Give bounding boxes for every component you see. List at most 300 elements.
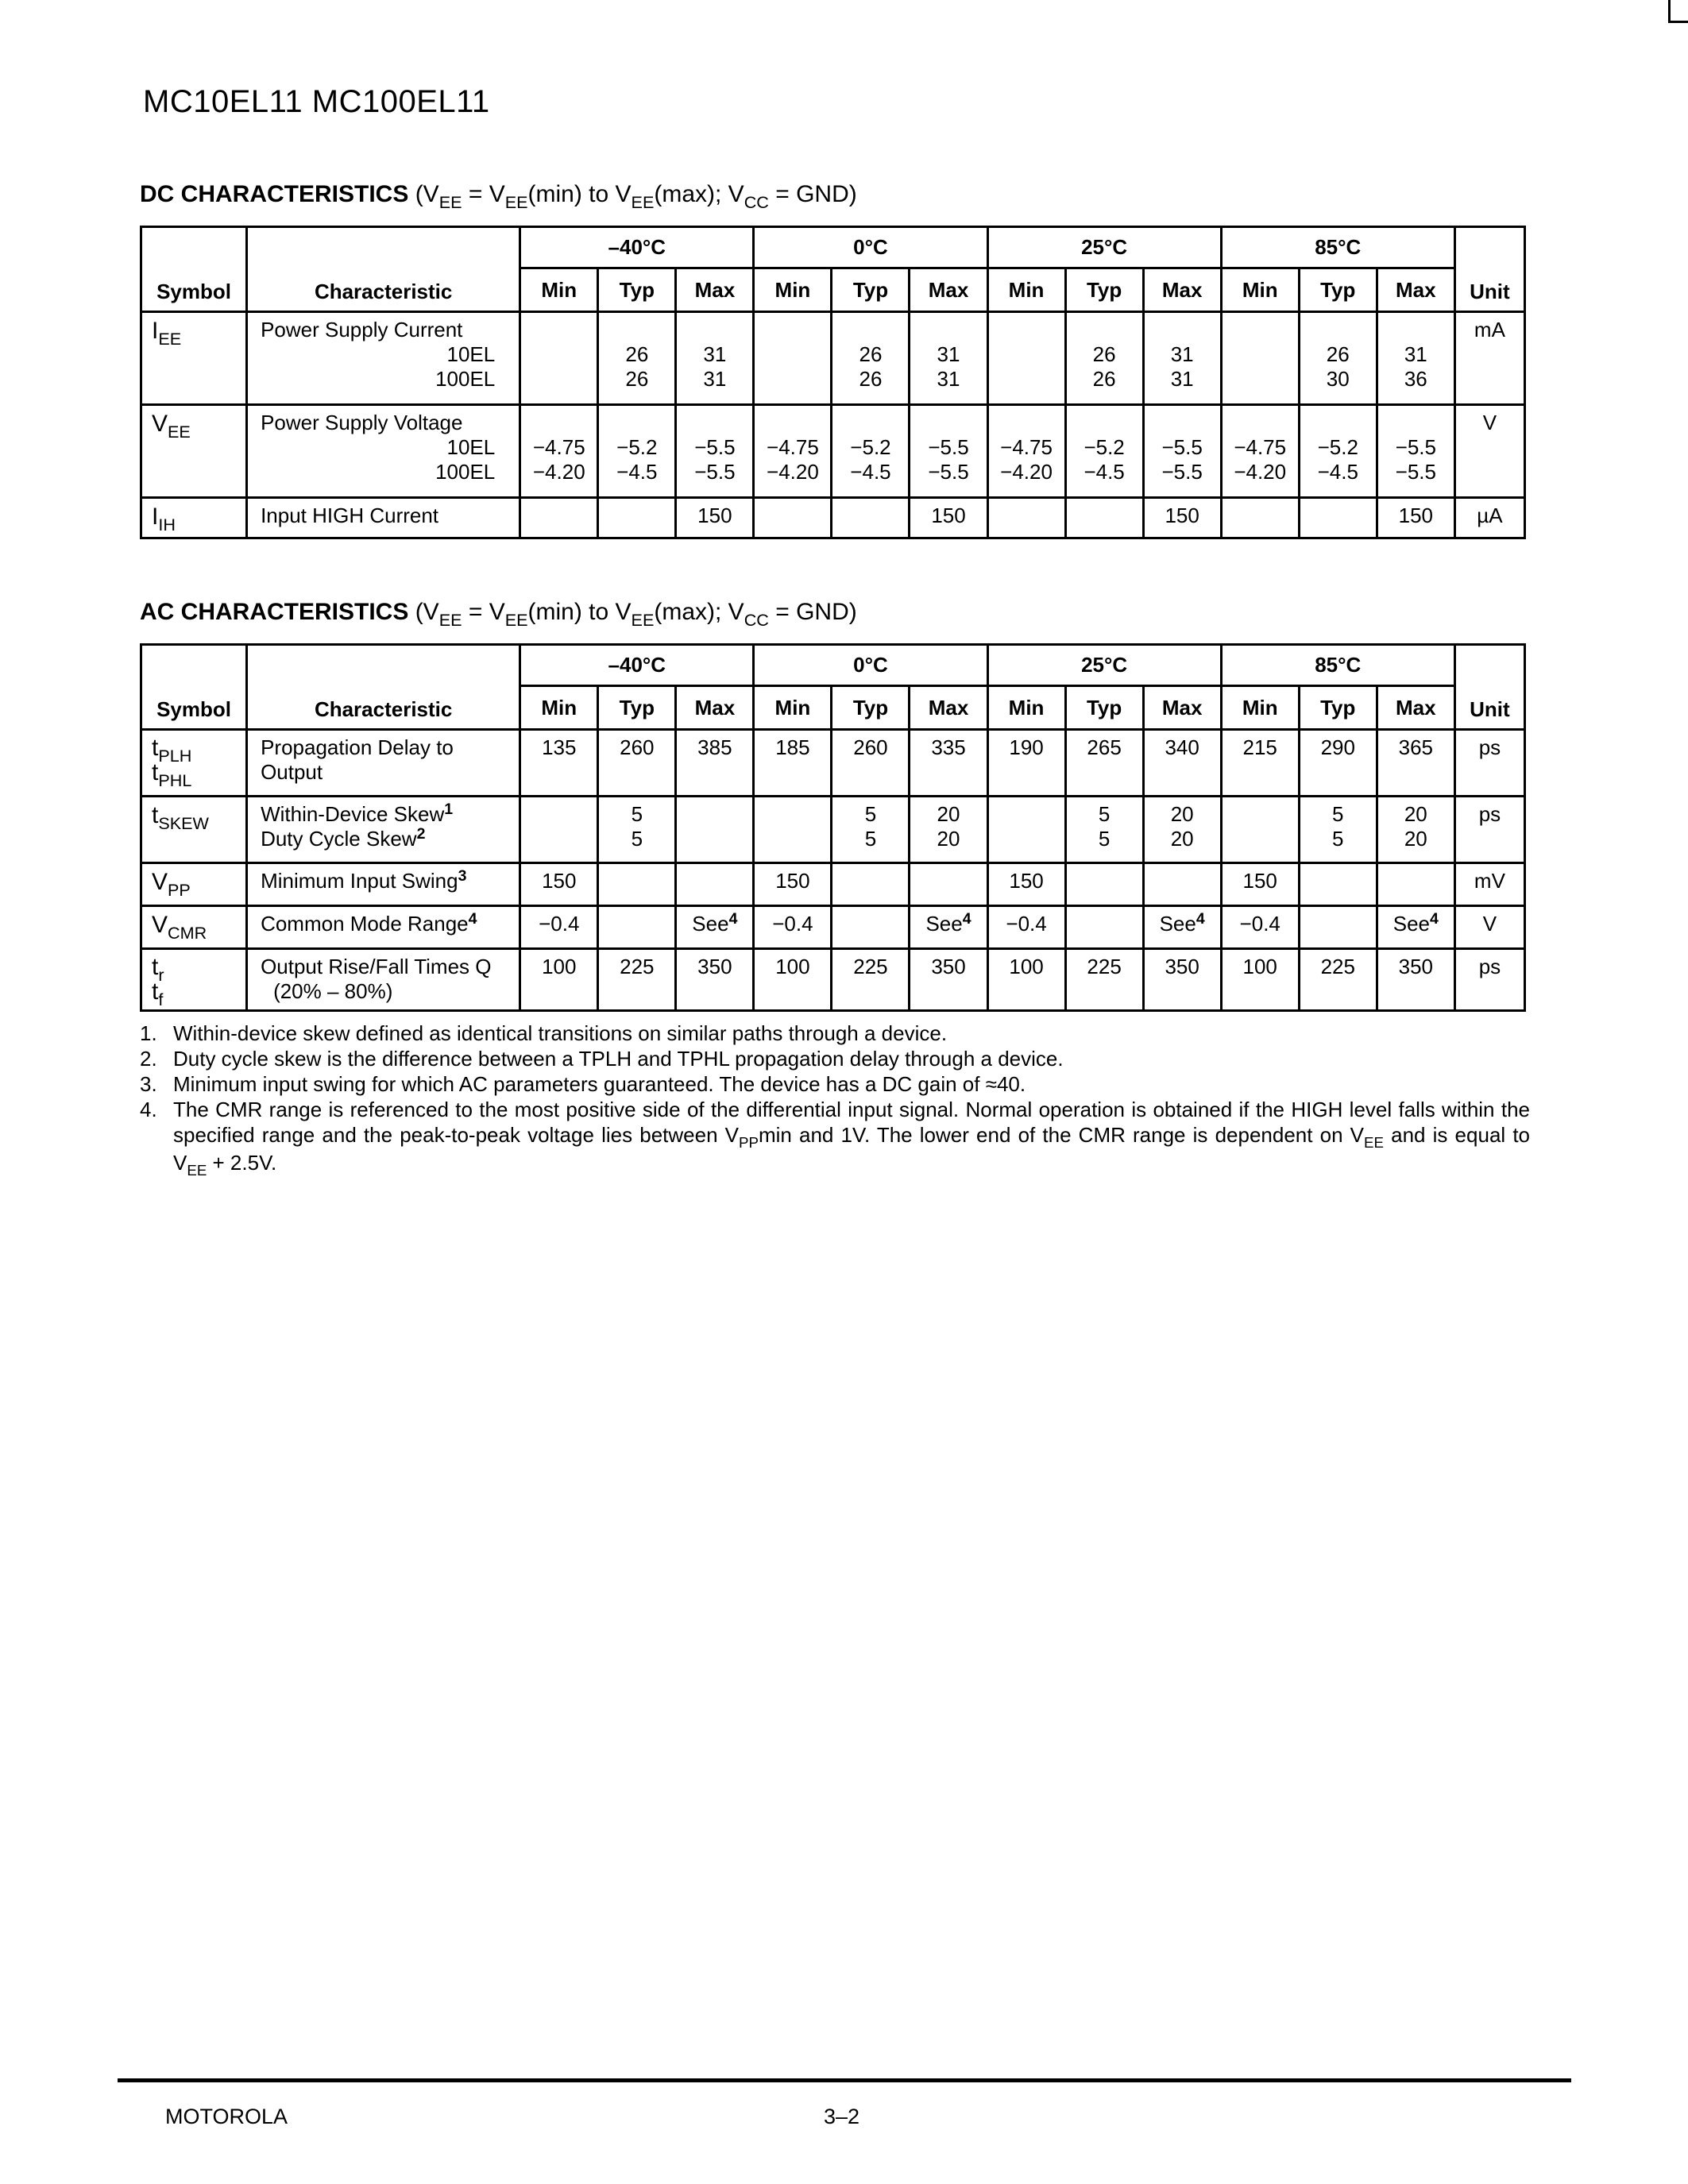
value-cell (1221, 498, 1299, 538)
value-cell: 100 (754, 949, 832, 1011)
value-line (1223, 802, 1298, 827)
value-cell (520, 405, 598, 498)
footnote-subscript: EE (187, 1162, 207, 1179)
value-cell (520, 312, 598, 405)
value-cell (1065, 906, 1143, 949)
symbol-letter: I (152, 504, 159, 530)
value-cell: −0.4 (520, 906, 598, 949)
dc-col-typ: Typ (1299, 268, 1377, 312)
value-line: 26 (1092, 367, 1116, 391)
symbol-cell (141, 863, 247, 906)
dc-row-iee (141, 312, 1525, 405)
footnote-text: and is equal to V (173, 1123, 1531, 1175)
value-cell (754, 797, 832, 863)
value-cell (1299, 405, 1377, 498)
value-line: 31 (1170, 367, 1194, 391)
value-line: 20 (1404, 827, 1427, 851)
value-cell: 150 (1143, 498, 1221, 538)
see-note-text: See (1159, 912, 1196, 936)
dc-cond-text: = GND) (768, 181, 857, 207)
ac-row-vpp (141, 863, 1525, 906)
value-line: 20 (937, 802, 960, 826)
characteristic-cell (247, 863, 520, 906)
symbol-letter: I (152, 318, 159, 344)
ac-col-characteristic: Characteristic (247, 645, 520, 730)
dc-cond-sub: CC (744, 192, 769, 213)
footer-brand: MOTOROLA (165, 2105, 288, 2128)
footnote-ref: 4 (468, 910, 477, 928)
value-line: 26 (625, 342, 649, 366)
value-cell (832, 797, 910, 863)
footnotes (140, 1021, 1530, 1178)
dc-title-bold: DC CHARACTERISTICS (140, 181, 409, 207)
dc-col-typ: Typ (1065, 268, 1143, 312)
value-cell (910, 863, 987, 906)
value-cell (676, 906, 754, 949)
characteristic-cell (247, 797, 520, 863)
value-cell (987, 312, 1065, 405)
characteristic-subline: 10EL (446, 435, 496, 459)
footnote-number: 2. (140, 1047, 157, 1071)
value-line (989, 342, 1064, 367)
ac-temp-header: –40°C (520, 645, 754, 686)
dc-col-max: Max (910, 268, 987, 312)
value-line: −4.20 (1234, 460, 1287, 484)
value-cell (1143, 797, 1221, 863)
see-note-text: See (1393, 912, 1431, 936)
see-note-text: See (925, 912, 963, 936)
dc-temp-header: 25°C (987, 227, 1221, 268)
ac-col-max: Max (910, 686, 987, 730)
unit-cell: V (1454, 405, 1524, 498)
value-line (755, 802, 830, 827)
footer-rule (118, 2078, 1571, 2082)
value-line (989, 827, 1064, 851)
value-cell (754, 498, 832, 538)
value-cell (987, 797, 1065, 863)
value-line: 5 (631, 802, 643, 826)
value-line: −4.5 (850, 460, 891, 484)
footnote-text: Minimum input swing for which AC parameters guaranteed. The device has a DC gain of ≈40. (173, 1072, 1026, 1096)
footnote-ref: 3 (458, 867, 467, 886)
value-cell (676, 797, 754, 863)
dc-col-min: Min (1221, 268, 1299, 312)
ac-title-bold: AC CHARACTERISTICS (140, 599, 409, 625)
dc-characteristics-table (140, 226, 1526, 539)
dc-row-vee (141, 405, 1525, 498)
characteristic-text: Output Rise/Fall Times Q (261, 955, 492, 978)
unit-cell: µA (1454, 498, 1524, 538)
value-line: −5.2 (616, 435, 658, 459)
characteristic-text: (20% – 80%) (273, 979, 393, 1003)
dc-col-typ: Typ (598, 268, 676, 312)
dc-col-characteristic: Characteristic (247, 227, 520, 312)
symbol-letter: t (152, 735, 159, 761)
value-cell: 350 (676, 949, 754, 1011)
symbol-subscript: EE (158, 329, 182, 349)
value-cell: 100 (987, 949, 1065, 1011)
value-cell: 150 (987, 863, 1065, 906)
value-cell (598, 797, 676, 863)
dc-col-max: Max (1143, 268, 1221, 312)
value-cell: 350 (910, 949, 987, 1011)
ac-row-skew (141, 797, 1525, 863)
footnote-number: 1. (140, 1021, 157, 1045)
symbol-letter: t (152, 759, 159, 785)
value-cell (832, 863, 910, 906)
value-line: 26 (859, 367, 883, 391)
dc-cond-sub: EE (504, 192, 528, 213)
symbol-subscript: IH (158, 515, 176, 535)
value-cell: −0.4 (987, 906, 1065, 949)
value-cell (598, 498, 676, 538)
dc-col-unit: Unit (1454, 227, 1524, 312)
value-line: 30 (1326, 367, 1350, 391)
value-cell (910, 405, 987, 498)
ac-characteristics-table (140, 643, 1526, 1012)
value-cell: 260 (832, 730, 910, 797)
symbol-letter: V (152, 869, 168, 895)
ac-temp-header: 25°C (987, 645, 1221, 686)
value-line: −4.75 (1234, 435, 1287, 459)
ac-cond-sub: EE (631, 610, 655, 631)
footnote-subscript: EE (1364, 1134, 1384, 1152)
value-line: 20 (937, 827, 960, 851)
dc-cond-text: (max); V (654, 181, 744, 207)
footnote-ref: 4 (728, 910, 738, 928)
value-cell (1377, 312, 1454, 405)
dc-col-min: Min (754, 268, 832, 312)
ac-col-min: Min (754, 686, 832, 730)
value-cell (910, 906, 987, 949)
ac-col-typ: Typ (1299, 686, 1377, 730)
value-line: 31 (1404, 342, 1427, 366)
value-cell (1221, 405, 1299, 498)
symbol-cell (141, 906, 247, 949)
value-cell (1143, 863, 1221, 906)
characteristic-cell (247, 949, 520, 1011)
ac-col-max: Max (676, 686, 754, 730)
symbol-letter: t (152, 954, 159, 980)
value-cell (676, 863, 754, 906)
value-line: 31 (937, 367, 960, 391)
value-line (521, 342, 597, 367)
ac-row-rise-fall (141, 949, 1525, 1011)
value-line: 26 (1326, 342, 1350, 366)
footnote-ref: 4 (962, 910, 971, 928)
value-line: −4.20 (1000, 460, 1053, 484)
ac-cond-text: (max); V (654, 599, 744, 625)
value-cell (754, 312, 832, 405)
value-line: −5.5 (694, 460, 736, 484)
value-line: 5 (864, 827, 877, 851)
value-cell: 260 (598, 730, 676, 797)
value-cell (1377, 906, 1454, 949)
value-line (521, 367, 597, 392)
ac-col-symbol: Symbol (141, 645, 247, 730)
value-cell: 335 (910, 730, 987, 797)
dc-cond-text: = V (462, 181, 505, 207)
dc-row-iih (141, 498, 1525, 538)
ac-cond-text: = GND) (768, 599, 857, 625)
symbol-cell (141, 498, 247, 538)
ac-temp-header: 85°C (1221, 645, 1454, 686)
value-line: −4.5 (616, 460, 658, 484)
value-cell: 225 (832, 949, 910, 1011)
value-line: −4.5 (1317, 460, 1358, 484)
footnote-text: The CMR range is referenced to the most positive side of the differential input signal. Normal operation is obtained if the HIGH level falls within the specified range and the peak-to-peak voltage lies between V (173, 1098, 1530, 1147)
value-line: 31 (703, 342, 727, 366)
value-line: 36 (1404, 367, 1427, 391)
value-cell (832, 498, 910, 538)
value-cell (676, 312, 754, 405)
footnote-number: 3. (140, 1072, 157, 1096)
value-cell: −0.4 (1221, 906, 1299, 949)
value-cell (598, 405, 676, 498)
ac-col-min: Min (1221, 686, 1299, 730)
value-cell (1065, 863, 1143, 906)
value-line (1223, 827, 1298, 851)
value-cell (1065, 498, 1143, 538)
page-title: MC10EL11 MC100EL11 (143, 84, 490, 119)
symbol-cell (141, 312, 247, 405)
value-cell (1299, 312, 1377, 405)
value-line: −5.5 (1395, 460, 1436, 484)
unit-cell: mA (1454, 312, 1524, 405)
footnote-ref: 2 (416, 825, 426, 843)
value-line: −4.20 (532, 460, 585, 484)
value-line: −4.75 (532, 435, 585, 459)
dc-temp-header: 85°C (1221, 227, 1454, 268)
value-line: 31 (1170, 342, 1194, 366)
value-line: −5.5 (928, 435, 969, 459)
value-line: −5.5 (1161, 460, 1203, 484)
value-cell (1143, 906, 1221, 949)
characteristic-text: Power Supply Voltage (261, 411, 463, 434)
value-line (989, 367, 1064, 392)
unit-cell: ps (1454, 949, 1524, 1011)
characteristic-cell (247, 498, 520, 538)
unit-cell: mV (1454, 863, 1524, 906)
ac-col-typ: Typ (1065, 686, 1143, 730)
ac-col-min: Min (987, 686, 1065, 730)
characteristic-text: Output (261, 760, 323, 784)
value-cell: −0.4 (754, 906, 832, 949)
value-line (755, 827, 830, 851)
value-line: 26 (859, 342, 883, 366)
value-line (521, 827, 597, 851)
value-cell (910, 312, 987, 405)
characteristic-text: Minimum Input Swing (261, 869, 458, 893)
value-line: 20 (1404, 802, 1427, 826)
symbol-subscript: EE (168, 422, 191, 442)
value-cell: 150 (520, 863, 598, 906)
ac-section-title (140, 599, 857, 631)
characteristic-text: Input HIGH Current (261, 504, 439, 527)
value-line (989, 802, 1064, 827)
value-line: −5.2 (850, 435, 891, 459)
dc-temp-header: 0°C (754, 227, 987, 268)
value-cell: 225 (1299, 949, 1377, 1011)
value-cell (1143, 312, 1221, 405)
footnote-text: + 2.5V. (207, 1151, 277, 1175)
value-line (1223, 367, 1298, 392)
characteristic-subline: 10EL (446, 342, 496, 366)
ac-cond-sub: CC (744, 610, 769, 631)
value-line: 31 (937, 342, 960, 366)
value-cell (832, 312, 910, 405)
value-cell (832, 405, 910, 498)
value-line: −5.5 (1395, 435, 1436, 459)
dc-temp-header-row (141, 227, 1525, 268)
unit-cell: ps (1454, 797, 1524, 863)
value-line: 5 (1332, 802, 1344, 826)
value-line: 5 (864, 802, 877, 826)
value-line (755, 367, 830, 392)
value-line: −4.75 (1000, 435, 1053, 459)
symbol-cell (141, 797, 247, 863)
value-line: 5 (1098, 827, 1111, 851)
ac-temp-header-row (141, 645, 1525, 686)
value-cell: 150 (1377, 498, 1454, 538)
value-cell (1065, 312, 1143, 405)
characteristic-cell (247, 730, 520, 797)
value-line: −4.5 (1083, 460, 1125, 484)
ac-temp-header: 0°C (754, 645, 987, 686)
dc-cond-text: (V (415, 181, 439, 207)
value-cell: 365 (1377, 730, 1454, 797)
footnote-text: min and 1V. The lower end of the CMR range is dependent on V (758, 1123, 1365, 1147)
value-cell (910, 797, 987, 863)
value-cell (598, 906, 676, 949)
symbol-subscript: r (158, 965, 164, 986)
value-cell: 265 (1065, 730, 1143, 797)
symbol-subscript: SKEW (158, 813, 209, 834)
symbol-subscript: PP (168, 880, 191, 901)
ac-col-min: Min (520, 686, 598, 730)
footnote-number: 4. (140, 1098, 157, 1121)
ac-cond-sub: EE (504, 610, 528, 631)
symbol-subscript: f (158, 990, 164, 1010)
characteristic-subline: 100EL (435, 367, 496, 391)
value-cell: 100 (520, 949, 598, 1011)
symbol-letter: t (152, 978, 159, 1005)
symbol-cell (141, 949, 247, 1011)
symbol-letter: V (152, 411, 168, 437)
value-line: 31 (703, 367, 727, 391)
ac-cond-text: = V (462, 599, 505, 625)
value-cell (754, 405, 832, 498)
unit-cell: V (1454, 906, 1524, 949)
symbol-subscript: PHL (158, 770, 192, 791)
value-line: 5 (631, 827, 643, 851)
value-line: −5.5 (1161, 435, 1203, 459)
value-line: −5.2 (1317, 435, 1358, 459)
see-note-text: See (692, 912, 729, 936)
value-cell (987, 405, 1065, 498)
dc-cond-sub: EE (631, 192, 655, 213)
value-cell (1299, 498, 1377, 538)
value-line: 20 (1170, 802, 1194, 826)
ac-row-propagation-delay (141, 730, 1525, 797)
ac-col-typ: Typ (832, 686, 910, 730)
value-cell (1221, 312, 1299, 405)
dc-col-symbol: Symbol (141, 227, 247, 312)
value-cell: 340 (1143, 730, 1221, 797)
footnote-4 (140, 1097, 1530, 1178)
value-cell (1377, 797, 1454, 863)
value-line: −5.5 (694, 435, 736, 459)
value-line: 26 (625, 367, 649, 391)
footnote-3 (140, 1071, 1530, 1097)
characteristic-text: Common Mode Range (261, 912, 469, 936)
value-cell (832, 906, 910, 949)
footnote-subscript: PP (739, 1134, 759, 1152)
footnote-ref: 4 (1196, 910, 1205, 928)
value-line (1223, 342, 1298, 367)
value-line: 5 (1332, 827, 1344, 851)
value-line (521, 802, 597, 827)
characteristic-text: Duty Cycle Skew (261, 827, 417, 851)
symbol-cell (141, 730, 247, 797)
value-cell (987, 498, 1065, 538)
value-line: 5 (1098, 802, 1111, 826)
value-cell: 150 (1221, 863, 1299, 906)
value-cell (520, 498, 598, 538)
value-cell: 150 (676, 498, 754, 538)
footnote-ref: 1 (444, 801, 454, 819)
ac-col-max: Max (1143, 686, 1221, 730)
value-cell (598, 312, 676, 405)
value-cell: 350 (1143, 949, 1221, 1011)
ac-cond-text: (min) to V (527, 599, 632, 625)
characteristic-text: Power Supply Current (261, 318, 463, 341)
value-line: −4.20 (767, 460, 819, 484)
ac-row-vcmr (141, 906, 1525, 949)
symbol-cell (141, 405, 247, 498)
value-line (677, 802, 752, 827)
dc-cond-text: (min) to V (527, 181, 632, 207)
value-line: −5.5 (928, 460, 969, 484)
symbol-letter: t (152, 802, 159, 828)
value-line (755, 342, 830, 367)
ac-col-typ: Typ (598, 686, 676, 730)
value-cell (676, 405, 754, 498)
page-corner-mark (1668, 0, 1688, 23)
dc-section-title (140, 181, 857, 213)
value-cell: 100 (1221, 949, 1299, 1011)
symbol-subscript: CMR (168, 923, 207, 943)
value-cell (598, 863, 676, 906)
value-line: −5.2 (1083, 435, 1125, 459)
value-cell: 350 (1377, 949, 1454, 1011)
characteristic-text: Within-Device Skew (261, 802, 445, 826)
value-cell (1299, 906, 1377, 949)
value-line: 20 (1170, 827, 1194, 851)
value-line: −4.75 (767, 435, 819, 459)
value-cell (1377, 405, 1454, 498)
value-cell (1299, 797, 1377, 863)
value-cell: 385 (676, 730, 754, 797)
value-cell (520, 797, 598, 863)
footnote-2 (140, 1046, 1530, 1071)
dc-col-min: Min (987, 268, 1065, 312)
footnote-text: Duty cycle skew is the difference between a TPLH and TPHL propagation delay through a device. (173, 1047, 1064, 1071)
value-cell (1377, 863, 1454, 906)
footnote-ref: 4 (1430, 910, 1439, 928)
dc-temp-header: –40°C (520, 227, 754, 268)
value-line (677, 827, 752, 851)
